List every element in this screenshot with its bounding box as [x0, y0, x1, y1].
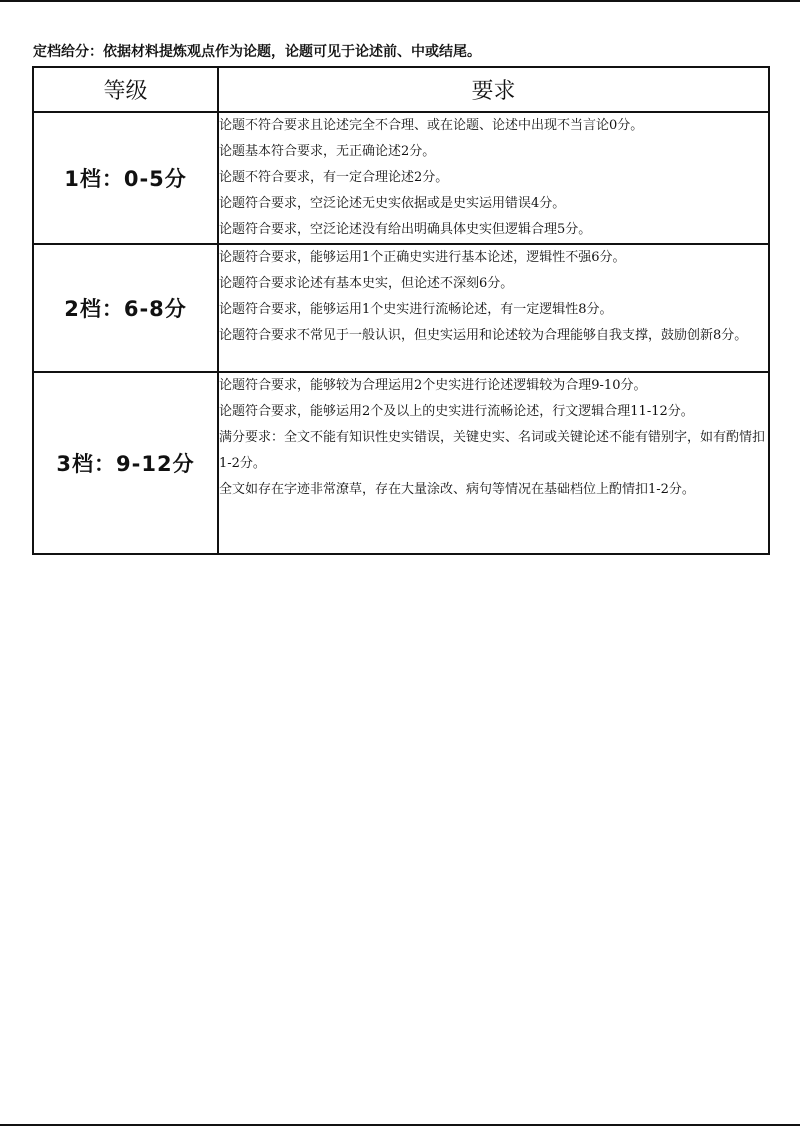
- requirement-line: 论题符合要求，能够运用1个正确史实进行基本论述，逻辑性不强6分。: [219, 250, 626, 265]
- table-header-row: [33, 67, 769, 112]
- header-requirement: 要求: [218, 67, 769, 112]
- requirement-cell: [218, 244, 769, 372]
- bottom-border-line: [0, 1124, 800, 1126]
- grading-instruction: 定档给分：依据材料提炼观点作为论题，论题可见于论述前、中或结尾。: [33, 44, 481, 60]
- requirement-cell: [218, 372, 769, 554]
- header-level: 等级: [33, 67, 218, 112]
- requirement-line: 论题符合要求，能够较为合理运用2个史实进行论述逻辑较为合理9-10分。: [219, 378, 647, 393]
- table-row: [33, 244, 769, 372]
- requirement-line: 论题符合要求论述有基本史实，但论述不深刻6分。: [219, 276, 514, 291]
- requirement-line: 全文如存在字迹非常潦草，存在大量涂改、病句等情况在基础档位上酌情扣1-2分。: [219, 482, 695, 497]
- level-cell: 1档：0-5分: [33, 112, 218, 244]
- requirement-line: 论题符合要求，空泛论述无史实依据或是史实运用错误4分。: [219, 196, 566, 211]
- requirement-line: 论题符合要求，能够运用1个史实进行流畅论述，有一定逻辑性8分。: [219, 302, 613, 317]
- requirement-line: 论题基本符合要求，无正确论述2分。: [219, 144, 436, 159]
- requirement-cell: [218, 112, 769, 244]
- requirement-line: 论题符合要求不常见于一般认识，但史实运用和论述较为合理能够自我支撑，鼓励创新8分。: [219, 328, 748, 343]
- requirement-line: 论题不符合要求且论述完全不合理、或在论题、论述中出现不当言论0分。: [219, 118, 644, 133]
- table-row: [33, 112, 769, 244]
- grading-table: [32, 66, 770, 555]
- requirement-line: 论题符合要求，能够运用2个及以上的史实进行流畅论述，行文逻辑合理11-12分。: [219, 404, 694, 419]
- requirement-line: 论题不符合要求，有一定合理论述2分。: [219, 170, 449, 185]
- requirement-line: 满分要求：全文不能有知识性史实错误，关键史实、名词或关键论述不能有错别字，如有酌情扣1-2分。: [219, 430, 766, 471]
- level-cell: 2档：6-8分: [33, 244, 218, 372]
- level-cell: 3档：9-12分: [33, 372, 218, 554]
- top-border-line: [0, 0, 800, 2]
- table-row: [33, 372, 769, 554]
- requirement-line: 论题符合要求，空泛论述没有给出明确具体史实但逻辑合理5分。: [219, 222, 592, 237]
